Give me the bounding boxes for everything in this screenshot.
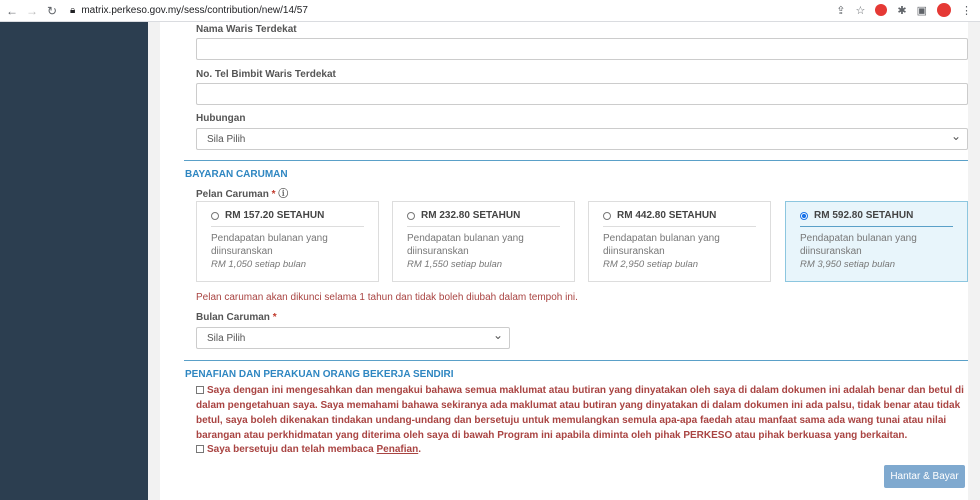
plan-label-text: Pelan Caruman (196, 189, 269, 200)
puzzle-icon[interactable]: ✱ (897, 4, 907, 17)
plan-income: RM 2,950 setiap bulan (603, 259, 699, 270)
plan-income: RM 1,550 setiap bulan (407, 259, 503, 270)
declaration-heading: PENAFIAN DAN PERAKUAN ORANG BEKERJA SENDIRI (185, 369, 454, 380)
phone-label: No. Tel Bimbit Waris Terdekat (196, 69, 336, 80)
star-icon[interactable]: ☆ (855, 4, 866, 17)
extension-icon[interactable] (875, 4, 887, 16)
sidebar (0, 22, 148, 500)
divider (184, 360, 968, 361)
declaration-checkbox[interactable] (196, 386, 204, 394)
payment-heading: BAYARAN CARUMAN (185, 169, 288, 180)
back-icon[interactable]: ← (6, 3, 18, 18)
plan-label (196, 185, 288, 200)
plan-desc: Pendapatan bulanan yang diinsuranskan (211, 233, 328, 257)
agree-text: Saya bersetuju dan telah membaca (207, 444, 377, 455)
required-mark: * (271, 189, 276, 200)
menu-icon[interactable]: ⋮ (961, 4, 972, 17)
address-bar[interactable] (70, 5, 308, 16)
declaration-text: Saya dengan ini mengesahkan dan mengakui bahawa semua maklumat atau butiran yang dinyatakan oleh saya di dalam dokumen ini adalah benar dan betul di dalam pengetahuan saya. Saya memahami bahawa sekiranya ada maklumat atau butiran yang dinyatakan di dalam dokumen ini ada palsu, tidak benar atau tidak betul, saya boleh dikenakan tindakan undang-undang dan bersetuju untuk memulangkan semula apa-apa faedah atau manfaat sama ada wang tunai atau nilai barangan atau perkhidmatan yang diterima oleh saya di bawah Program ini apabila diminta oleh pihak PERKESO atau pihak berkuasa yang berkaitan. (196, 385, 964, 441)
relation-value: Sila Pilih (207, 134, 246, 145)
declaration-item (196, 383, 968, 443)
penafian-link[interactable]: Penafian (376, 444, 419, 455)
browser-toolbar (0, 0, 980, 22)
info-icon[interactable]: ⓘ (278, 189, 289, 200)
plan-option-3[interactable] (588, 201, 771, 282)
month-select[interactable] (196, 327, 510, 349)
reload-icon[interactable]: ↻ (46, 3, 58, 18)
plan-option-2[interactable] (392, 201, 575, 282)
forward-icon[interactable]: → (26, 3, 38, 18)
plan-option-4[interactable] (785, 201, 968, 282)
next-of-kin-label: Nama Waris Terdekat (196, 24, 297, 35)
agree-item (196, 442, 968, 457)
sidepanel-icon[interactable]: ▣ (916, 4, 927, 17)
period: . (418, 444, 421, 455)
plan-title: RM 592.80 SETAHUN (814, 210, 914, 221)
plan-title: RM 157.20 SETAHUN (225, 210, 325, 221)
month-label-text: Bulan Caruman (196, 312, 270, 323)
plan-title: RM 232.80 SETAHUN (421, 210, 521, 221)
radio-icon[interactable] (407, 212, 415, 220)
month-label (196, 312, 277, 323)
avatar[interactable] (937, 3, 951, 17)
next-of-kin-input[interactable] (196, 38, 968, 60)
phone-input[interactable] (196, 83, 968, 105)
required-mark: * (272, 312, 277, 323)
plan-desc: Pendapatan bulanan yang diinsuranskan (407, 233, 524, 257)
divider (184, 160, 968, 161)
plan-option-1[interactable] (196, 201, 379, 282)
relation-select[interactable] (196, 128, 968, 150)
submit-pay-button[interactable]: Hantar & Bayar (884, 465, 965, 488)
month-value: Sila Pilih (207, 333, 246, 344)
radio-icon[interactable] (211, 212, 219, 220)
plan-title: RM 442.80 SETAHUN (617, 210, 717, 221)
main-content (148, 22, 980, 500)
share-icon[interactable]: ⇪ (836, 4, 846, 17)
radio-selected-icon[interactable] (800, 212, 808, 220)
plan-desc: Pendapatan bulanan yang diinsuranskan (800, 233, 917, 257)
plan-income: RM 3,950 setiap bulan (800, 259, 896, 270)
relation-label: Hubungan (196, 113, 246, 124)
plan-income: RM 1,050 setiap bulan (211, 259, 307, 270)
url-text: matrix.perkeso.gov.my/sess/contribution/new/14/57 (81, 5, 308, 16)
plan-lock-note: Pelan caruman akan dikunci selama 1 tahun dan tidak boleh diubah dalam tempoh ini. (196, 292, 578, 303)
plan-desc: Pendapatan bulanan yang diinsuranskan (603, 233, 720, 257)
radio-icon[interactable] (603, 212, 611, 220)
lock-icon: 🔒︎ (70, 5, 76, 16)
agree-checkbox[interactable] (196, 445, 204, 453)
form-card (160, 22, 968, 500)
